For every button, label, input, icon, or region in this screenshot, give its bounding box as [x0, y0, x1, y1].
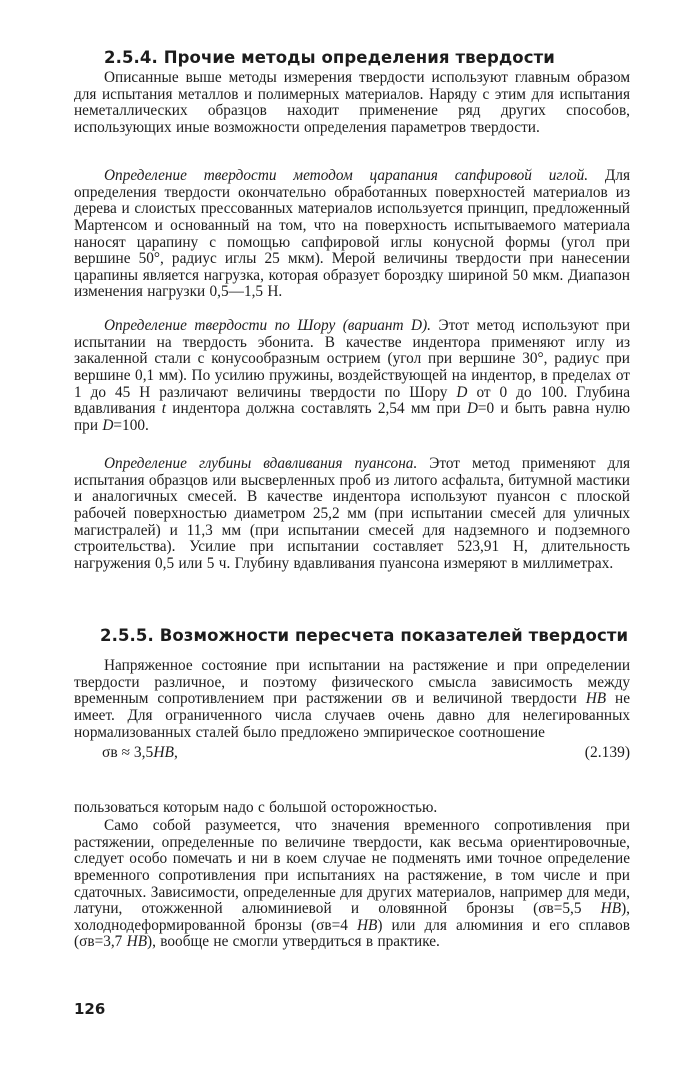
- conversion-paragraph-1: [74, 658, 630, 741]
- formula-number: (2.139): [584, 744, 630, 761]
- section-heading-2-5-5: 2.5.5. Возможности пересчета показателей твердости: [100, 626, 629, 645]
- shore-text-1: Этот метод используют при испытании на твердость эбонита. В качестве индентора применяют иглу из закаленной стали с конусообразным острием (угол при вершине 30°, радиус при вершине 0,1 мм). По усилию пружины, воздействующей на индентор, в пределах от 1 до 45 Н различают величины твердости по Шору: [74, 317, 631, 401]
- shore-var-d: D: [456, 383, 468, 401]
- intro-paragraph: Описанные выше методы измерения твердости используют главным образом для испытания металлов и полимерных материалов. Наряду с этим для испытания неметаллических образцов находит применение ряд других способов, использующих иные возможности определения параметров твердости.: [74, 69, 630, 136]
- conversion-text-a: Напряженное состояние при испытании на растяжение и при определении твердости различное, и поэтому физического смысла зависимость между временным сопротивлением при растяжении σв и величиной твердости: [74, 657, 630, 708]
- hb-symbol: HB: [585, 690, 607, 708]
- shore-text-2: от 0 до 100. Глубина вдавливания: [74, 383, 631, 418]
- shore-cond-2-rest: =100.: [113, 416, 149, 434]
- conversion-p3-c: ) или для алюминия и его сплавов (σв=3,7: [74, 916, 630, 951]
- shore-var-t: t: [161, 400, 167, 418]
- sapphire-method-title: Определение твердости методом царапания сапфировой иглой.: [104, 167, 589, 184]
- hb-symbol-2: HB: [356, 916, 378, 934]
- formula-tail: ,: [173, 744, 178, 761]
- formula-hb: HB: [153, 744, 174, 761]
- formula-2-139: [102, 744, 630, 762]
- shore-cond-1-rest: =0 и быть равна нулю при: [74, 400, 631, 434]
- shore-method-title: Определение твердости по Шору (вариант D).: [104, 317, 431, 334]
- caution-line: пользоваться которым надо с большой осторожностью.: [74, 799, 438, 816]
- punch-method-title: Определение глубины вдавливания пуансона.: [104, 455, 418, 472]
- shore-method-paragraph: [74, 318, 630, 434]
- conversion-paragraph-2: [74, 818, 630, 951]
- section-heading-2-5-4: 2.5.4. Прочие методы определения твердости: [104, 48, 555, 67]
- hb-symbol-1: HB: [600, 900, 622, 918]
- conversion-text-b: не имеет. Для ограниченного числа случаев очень давно для нелегированных нормализованных сталей было предложено эмпирическое соотношение: [74, 690, 630, 741]
- conversion-p3-a: Само собой разумеется, что значения временного сопротивления при растяжении, определенные по величине твердости, как весьма ориентировочные, следует особо помечать и ни в коем случае не подменять ими точное определение временного сопротивления при испытаниях на растяжение, в том числе и при сдаточных. Зависимости, определенные для других материалов, например для меди, латуни, отожженной алюминиевой и оловянной бронзы (σв=5,5: [74, 817, 630, 918]
- sapphire-method-paragraph: [74, 168, 630, 301]
- punch-method-text: Этот метод применяют для испытания образцов или высверленных проб из литого асфальта, битумной мастики и аналогичных смесей. В качестве индентора используют пуансон с плоской рабочей поверхностью диаметром 25,2 мм (при испытании смесей для уличных магистралей) и 11,3 мм (при испытании смесей для надземного и подземного строительства). Усилие при испытании составляет 523,91 Н, длительность нагружения 0,5 или 5 ч. Глубину вдавливания пуансона измеряют в миллиметрах.: [74, 455, 630, 572]
- punch-method-paragraph: [74, 456, 630, 572]
- conversion-p3-b: ), холоднодеформированной бронзы (σв=4: [74, 900, 630, 934]
- shore-cond-2-var: D: [102, 416, 114, 434]
- shore-cond-1-var: D: [466, 400, 478, 418]
- sapphire-method-text: Для определения твердости окончательно обработанных поверхностей материалов из дерева и слоистых прессованных материалов используется принцип, предложенный Мартенсом и основанный на том, что на поверхность испытываемого материала наносят царапину с помощью сапфировой иглы конусной формы (угол при вершине 50°, радиус иглы 25 мкм). Мерой величины твердости при нанесении царапины является нагрузка, которая образует бороздку шириной 50 мкм. Диапазон изменения нагрузки 0,5—1,5 Н.: [74, 167, 630, 301]
- shore-text-3: индентора должна составлять 2,54 мм при: [172, 400, 461, 418]
- page-number: 126: [74, 1000, 106, 1018]
- formula-lhs: σв ≈ 3,5: [102, 744, 154, 761]
- formula-expression: [102, 744, 178, 762]
- conversion-p3-d: ), вообще не смогли утвердиться в практике.: [147, 933, 440, 951]
- hb-symbol-3: HB: [126, 933, 148, 951]
